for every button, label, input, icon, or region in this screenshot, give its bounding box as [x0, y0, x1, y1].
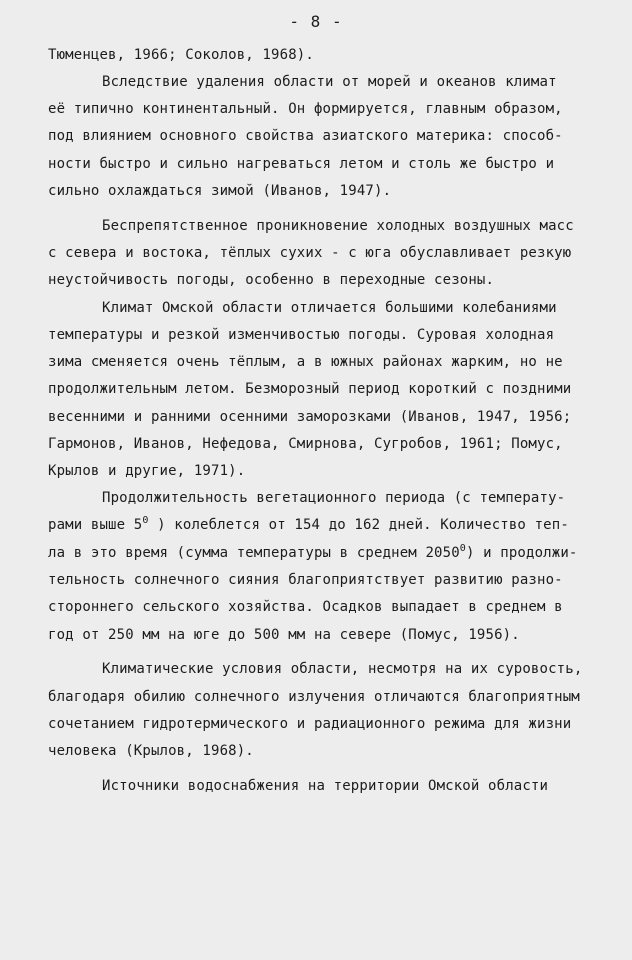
text-line: её типично континентальный. Он формируется, главным образом, — [48, 101, 563, 117]
text-line: год от 250 мм на юге до 500 мм на севере (Помус, 1956). — [48, 627, 520, 643]
text-line: Вследствие удаления области от морей и океанов климат — [102, 74, 557, 90]
text-line: сильно охлаждаться зимой (Иванов, 1947). — [48, 183, 392, 199]
text-line: Гармонов, Иванов, Нефедова, Смирнова, Сугробов, 1961; Помус, — [48, 436, 563, 452]
text-line: температуры и резкой изменчивостью погоды. Суровая холодная — [48, 327, 555, 343]
text-line: зима сменяется очень тёплым, а в южных районах жарким, но не — [48, 354, 563, 370]
text-line: Крылов и другие, 1971). — [48, 463, 246, 479]
text-line: Тюменцев, 1966; Соколов, 1968). — [48, 47, 314, 63]
text-line: тельность солнечного сияния благоприятствует развитию разно- — [48, 572, 563, 588]
text-line: Продолжительность вегетационного периода (с температу- — [102, 490, 566, 506]
text-line: Климат Омской области отличается большими колебаниями — [102, 300, 557, 316]
text-line: ности быстро и сильно нагреваться летом и столь же быстро и — [48, 156, 555, 172]
text-line: продолжительным летом. Безморозный период короткий с поздними — [48, 381, 572, 397]
text-line: ла в это время (сумма температуры в среднем 2050$^0$) и продолжи- — [48, 543, 578, 561]
text-line: рами выше $5^0$ ) колеблется от 154 до 162 дней. Количество теп- — [48, 515, 569, 533]
degree-superscript: 0 — [459, 543, 466, 554]
text-line: человека (Крылов, 1968). — [48, 743, 254, 759]
text-line: неустойчивость погоды, особенно в переходные сезоны. — [48, 272, 495, 288]
text-line: сочетанием гидротермического и радиационного режима для жизни — [48, 716, 572, 732]
text-line: весенними и ранними осенними заморозками (Иванов, 1947, 1956; — [48, 409, 572, 425]
text-line: под влиянием основного свойства азиатского материка: способ- — [48, 128, 563, 144]
text-line: Климатические условия области, несмотря на их суровость, — [102, 661, 583, 677]
page-number: - 8 - — [289, 12, 343, 31]
text-line: благодаря обилию солнечного излучения отличаются благоприятным — [48, 689, 580, 705]
degree-superscript: 0 — [142, 515, 149, 526]
text-line: Беспрепятственное проникновение холодных воздушных масс — [102, 218, 574, 234]
text-line: стороннего сельского хозяйства. Осадков выпадает в среднем в — [48, 599, 563, 615]
text-line: с севера и востока, тёплых сухих - с юга обуславливает резкую — [48, 245, 572, 261]
text-line: Источники водоснабжения на территории Омской области — [102, 778, 549, 794]
